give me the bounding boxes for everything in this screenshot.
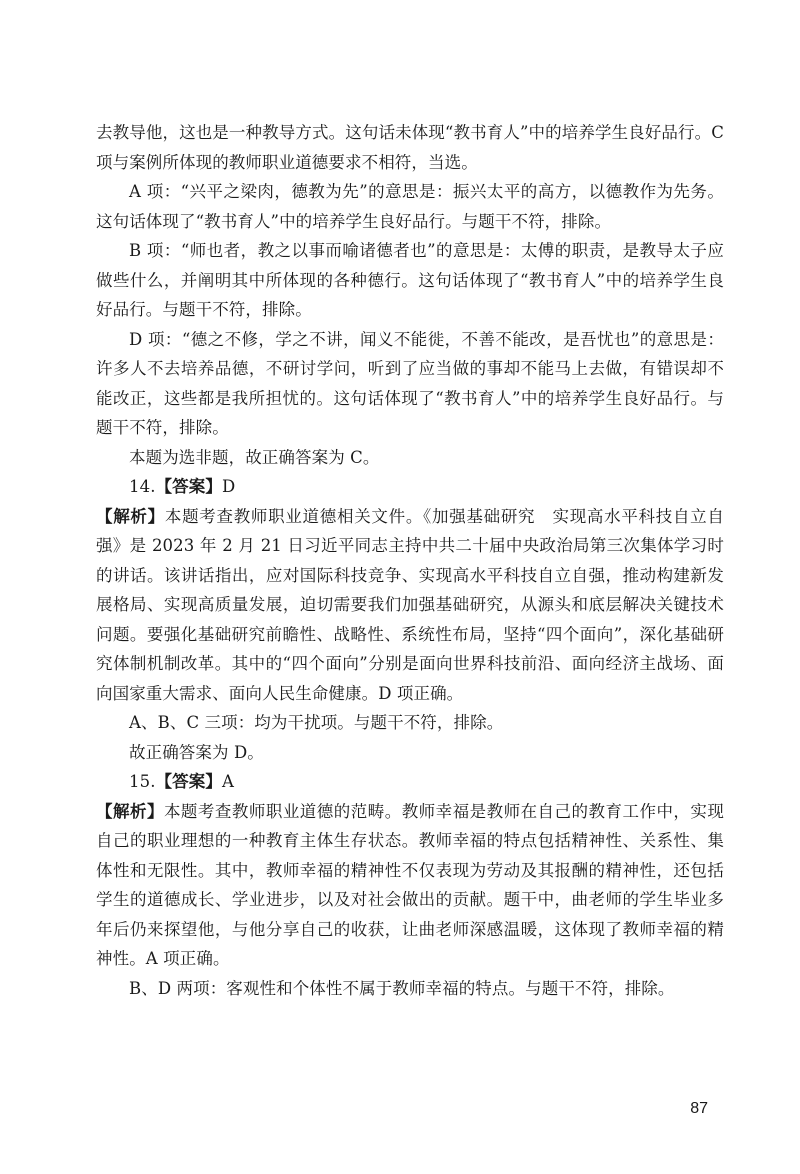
- paragraph-text: 去教导他，这也是一种教导方式。这句话未体现“教书育人”中的培养学生良好品行。C 项与案例所体现的教师职业道德要求不相符，当选。: [96, 123, 724, 172]
- answer-tag: 【答案】: [155, 477, 222, 496]
- answer-14: [96, 472, 724, 502]
- paragraph-text: B、D 两项：客观性和个体性不属于教师幸福的特点。与题干不符，排除。: [129, 978, 675, 998]
- answer-tag: 【答案】: [155, 772, 222, 791]
- paragraph-text: B 项：“师也者，教之以事而喻诸德者也”的意思是：太傅的职责，是教导太子应做些什么，并阐明其中所体现的各种德行。这句话体现了“教书育人”中的培养学生良好品行。与题干不符，排除。: [96, 241, 724, 319]
- paragraph-option-a: [96, 177, 724, 236]
- answer-value: A: [221, 772, 234, 791]
- answer-15: [96, 767, 724, 797]
- paragraph-text: A 项：“兴平之梁肉，德教为先”的意思是：振兴太平的高方，以德教作为先务。这句话体现了“教书育人”中的培养学生良好品行。与题干不符，排除。: [96, 182, 724, 231]
- analysis-14: [96, 502, 724, 709]
- analysis-15: [96, 797, 724, 974]
- paragraph-text: A、B、C 三项：均为干扰项。与题干不符，排除。: [129, 713, 504, 732]
- page-number: 87: [690, 1100, 708, 1117]
- analysis-tag: 【解析】: [96, 801, 164, 821]
- page-body: [96, 118, 724, 1003]
- paragraph-distractors-14: [96, 708, 724, 738]
- question-number: 15.: [129, 772, 156, 791]
- paragraph-continuation: [96, 118, 724, 177]
- analysis-tag: 【解析】: [96, 506, 165, 526]
- paragraph-conclusion-14: [96, 738, 724, 768]
- paragraph-text: 本题考查教师职业道德相关文件。《加强基础研究 实现高水平科技自立自强》是 2023 年 2 月 21 日习近平同志主持中共二十届中央政治局第三次集体学习时的讲话。该讲话指出，应对国际科技竞争、实现高水平科技自立自强，推动构建新发展格局、实现高质量发展，迫切需要我们加强基础研究，从源头和底层解决关键技术问题。要强化基础研究前瞻性、战略性、系统性布局，坚持“四个面向”，深化基础研究体制机制改革。其中的“四个面向”分别是面向世界科技前沿、面向经济主战场、面向国家重大需求、面向人民生命健康。D 项正确。: [96, 506, 724, 703]
- paragraph-text: 本题考查教师职业道德的范畴。教师幸福是教师在自己的教育工作中，实现自己的职业理想的一种教育主体生存状态。教师幸福的特点包括精神性、关系性、集体性和无限性。其中，教师幸福的精神性不仅表现为劳动及其报酬的精神性，还包括学生的道德成长、学业进步，以及对社会做出的贡献。题干中，曲老师的学生毕业多年后仍来探望他，与他分享自己的收获，让曲老师深感温暖，这体现了教师幸福的精神性。A 项正确。: [96, 801, 724, 968]
- paragraph-text: 故正确答案为 D。: [129, 742, 264, 762]
- question-number: 14.: [129, 477, 156, 496]
- paragraph-options-bd-15: [96, 974, 724, 1004]
- paragraph-text: 本题为选非题，故正确答案为 C。: [129, 447, 380, 467]
- answer-value: D: [221, 477, 236, 496]
- paragraph-option-b: [96, 236, 724, 325]
- paragraph-text: D 项：“德之不修，学之不讲，闻义不能徙，不善不能改，是吾忧也”的意思是：许多人不去培养品德，不研讨学问，听到了应当做的事却不能马上去做，有错误却不能改正，这些都是我所担忧的。这句话体现了“教书育人”中的培养学生良好品行。与题干不符，排除。: [96, 329, 724, 437]
- paragraph-option-d: [96, 325, 724, 443]
- paragraph-conclusion-13: [96, 443, 724, 473]
